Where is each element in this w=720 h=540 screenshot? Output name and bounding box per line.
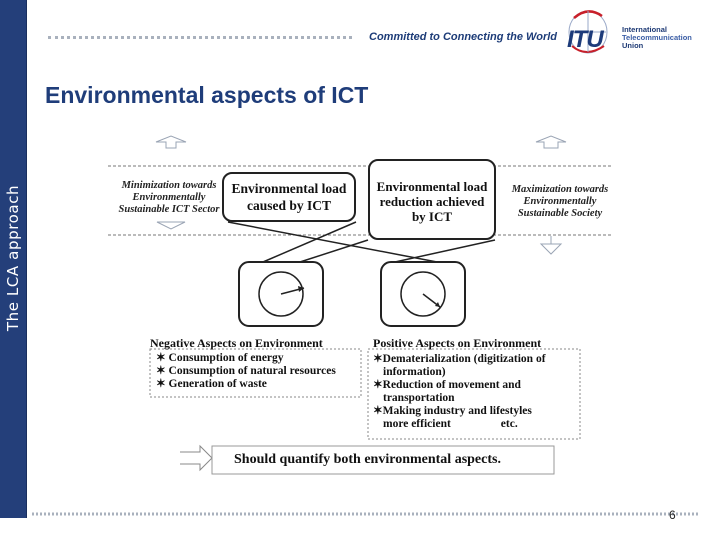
list-item-text: Reduction of movement and xyxy=(382,379,521,391)
tagline: Committed to Connecting the World xyxy=(369,31,558,43)
list-item xyxy=(373,418,546,431)
list-item: ✶ Consumption of natural resources xyxy=(156,365,336,377)
page-number: 6 xyxy=(669,508,676,522)
list-item-text: Making industry and lifestyles xyxy=(382,405,532,417)
list-item-text: etc. xyxy=(500,418,518,430)
list-item-text: Dematerialization (digitization of xyxy=(382,353,546,365)
box-line: by ICT xyxy=(411,209,453,224)
list-item xyxy=(373,392,546,405)
note-line: Sustainable ICT Sector xyxy=(118,204,220,215)
sidebar-label: The LCA approach xyxy=(4,184,22,332)
box-line: Environmental load xyxy=(231,181,347,196)
list-item-text: Consumption of energy xyxy=(168,352,284,364)
note-line: Minimization towards xyxy=(121,180,217,191)
list-item-text: more efficient xyxy=(383,418,451,430)
list-item: ✶ Consumption of energy xyxy=(156,352,284,364)
load-reduction-box xyxy=(368,159,496,240)
logo-abbr: ITU xyxy=(567,26,603,53)
environmental-load-box xyxy=(222,172,356,222)
list-item: ✶Dematerialization (digitization of xyxy=(373,353,546,365)
logo-line: Union xyxy=(622,41,644,50)
list-item-text: information) xyxy=(383,366,446,378)
conclusion-text: Should quantify both environmental aspects. xyxy=(234,452,501,467)
box-line: reduction achieved xyxy=(379,194,485,209)
note-line: Maximization towards xyxy=(511,184,609,195)
minimization-note xyxy=(112,180,226,216)
positive-aspects-list xyxy=(373,353,546,431)
list-item: ✶Reduction of movement and xyxy=(373,379,521,391)
list-item-text: transportation xyxy=(383,392,455,404)
list-item: ✶ Generation of waste xyxy=(156,378,267,390)
note-line: Environmentally xyxy=(523,196,597,207)
logo-line: International xyxy=(622,25,668,34)
logo-line: Telecommunication xyxy=(622,33,692,42)
note-line: Environmentally xyxy=(132,192,206,203)
page-title: Environmental aspects of ICT xyxy=(45,82,369,108)
list-item: ✶Making industry and lifestyles xyxy=(373,405,532,417)
box-line: caused by ICT xyxy=(246,198,332,213)
maximization-note xyxy=(502,184,618,220)
box-line: Environmental load xyxy=(376,179,488,194)
list-item-text: Generation of waste xyxy=(168,378,267,390)
list-item xyxy=(373,366,546,379)
list-item-text: Consumption of natural resources xyxy=(168,365,336,377)
negative-aspects-list xyxy=(156,352,336,391)
positive-aspects-title: Positive Aspects on Environment xyxy=(373,336,542,350)
note-line: Sustainable Society xyxy=(517,208,603,219)
negative-aspects-title: Negative Aspects on Environment xyxy=(150,336,323,350)
